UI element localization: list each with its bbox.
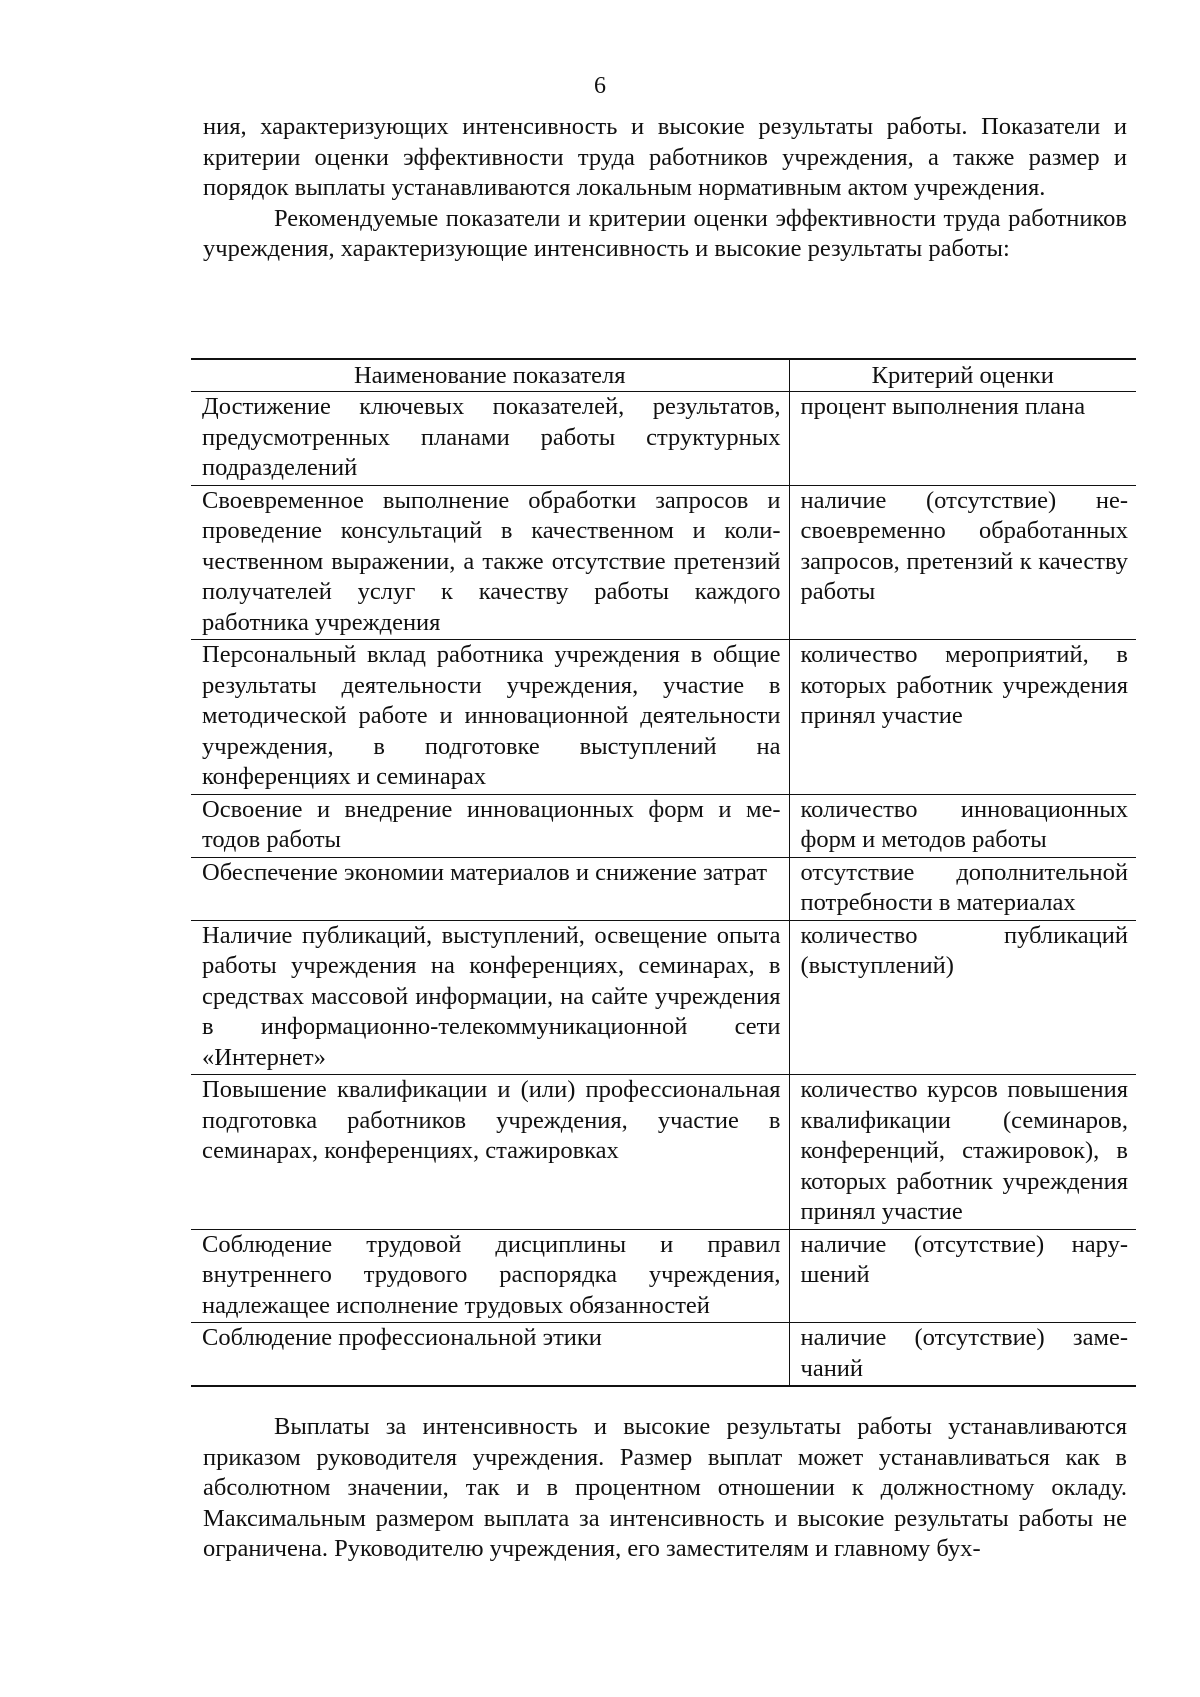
outro-paragraph: Выплаты за интенсивность и высокие результаты работы устанавливаются приказом руководителя учреждения. Размер выплат может устанавливаться как в абсолютном значении, так и в процентном отношении к должностному окладу. Максимальным размером выплата за интенсивность и высокие результаты работы не ограничена. Руководителю учреждения, его заместителям и главному бух-: [203, 1413, 1127, 1562]
outro-text: [203, 1412, 1127, 1565]
criterion-cell: наличие (отсутствие) нарушений: [789, 1229, 1136, 1323]
indicator-cell: Своевременное выполнение обработки запросов и проведение консультаций в качественном и количественном выражении, а также отсутствие претензий получателей услуг к качеству работы каждого работника учреждения: [191, 485, 789, 640]
criterion-cell: наличие (отсутствие) несвоевременно обработанных запросов, претензий к качеству работы: [789, 485, 1136, 640]
table-row: [191, 1323, 1136, 1387]
indicator-cell: Соблюдение трудовой дисциплины и правил внутреннего трудового распорядка учреждения, надлежащее исполнение трудовых обязанностей: [191, 1229, 789, 1323]
table-row: [191, 1075, 1136, 1230]
indicator-cell: Наличие публикаций, выступлений, освещение опыта работы учреждения на конференциях, семинарах, в средствах массовой информации, на сайте учреждения в информационно-телекоммуникационной сети «Интернет»: [191, 920, 789, 1075]
intro-text: [203, 112, 1127, 265]
table-row: [191, 920, 1136, 1075]
table-row: [191, 485, 1136, 640]
criteria-table: [191, 358, 1136, 1387]
criterion-cell: отсутствие дополнительной потребности в материалах: [789, 857, 1136, 920]
indicator-cell: Достижение ключевых показателей, результатов, предусмотренных планами работы структурных подразделений: [191, 392, 789, 486]
intro-paragraph-1: ния, характеризующих интенсивность и высокие результаты работы. Показатели и критерии оценки эффективности труда работников учреждения, а также размер и порядок выплаты устанавливаются локальным нормативным актом учреждения.: [203, 113, 1127, 201]
intro-paragraph-2: Рекомендуемые показатели и критерии оценки эффективности труда работников учреждения, характеризующие интенсивность и высокие результаты работы:: [203, 204, 1127, 262]
indicator-cell: Персональный вклад работника учреждения в общие результаты деятельности учреждения, участие в методической работе и инновационной деятельности учреждения, в подготовке выступлений на конференциях и семинарах: [191, 640, 789, 795]
table-row: [191, 392, 1136, 486]
table-row: [191, 794, 1136, 857]
header-indicator: Наименование показателя: [191, 359, 789, 392]
criterion-cell: количество публикаций (выступлений): [789, 920, 1136, 1075]
header-criterion: Критерий оценки: [789, 359, 1136, 392]
indicator-cell: Обеспечение экономии материалов и снижение затрат: [191, 857, 789, 920]
criterion-cell: количество мероприятий, в которых работник учреждения принял участие: [789, 640, 1136, 795]
table-row: [191, 857, 1136, 920]
criterion-cell: наличие (отсутствие) замечаний: [789, 1323, 1136, 1387]
criterion-cell: количество курсов повышения квалификации (семинаров, конференций, стажировок), в которых работник учреждения принял участие: [789, 1075, 1136, 1230]
indicator-cell: Освоение и внедрение инновационных форм и методов работы: [191, 794, 789, 857]
criterion-cell: количество инновационных форм и методов работы: [789, 794, 1136, 857]
table-header-row: [191, 359, 1136, 392]
page-number: 6: [594, 73, 606, 99]
table-row: [191, 640, 1136, 795]
table-row: [191, 1229, 1136, 1323]
indicator-cell: Повышение квалификации и (или) профессиональная подготовка работников учреждения, участие в семинарах, конференциях, стажировках: [191, 1075, 789, 1230]
criterion-cell: процент выполнения плана: [789, 392, 1136, 486]
indicator-cell: Соблюдение профессиональной этики: [191, 1323, 789, 1387]
